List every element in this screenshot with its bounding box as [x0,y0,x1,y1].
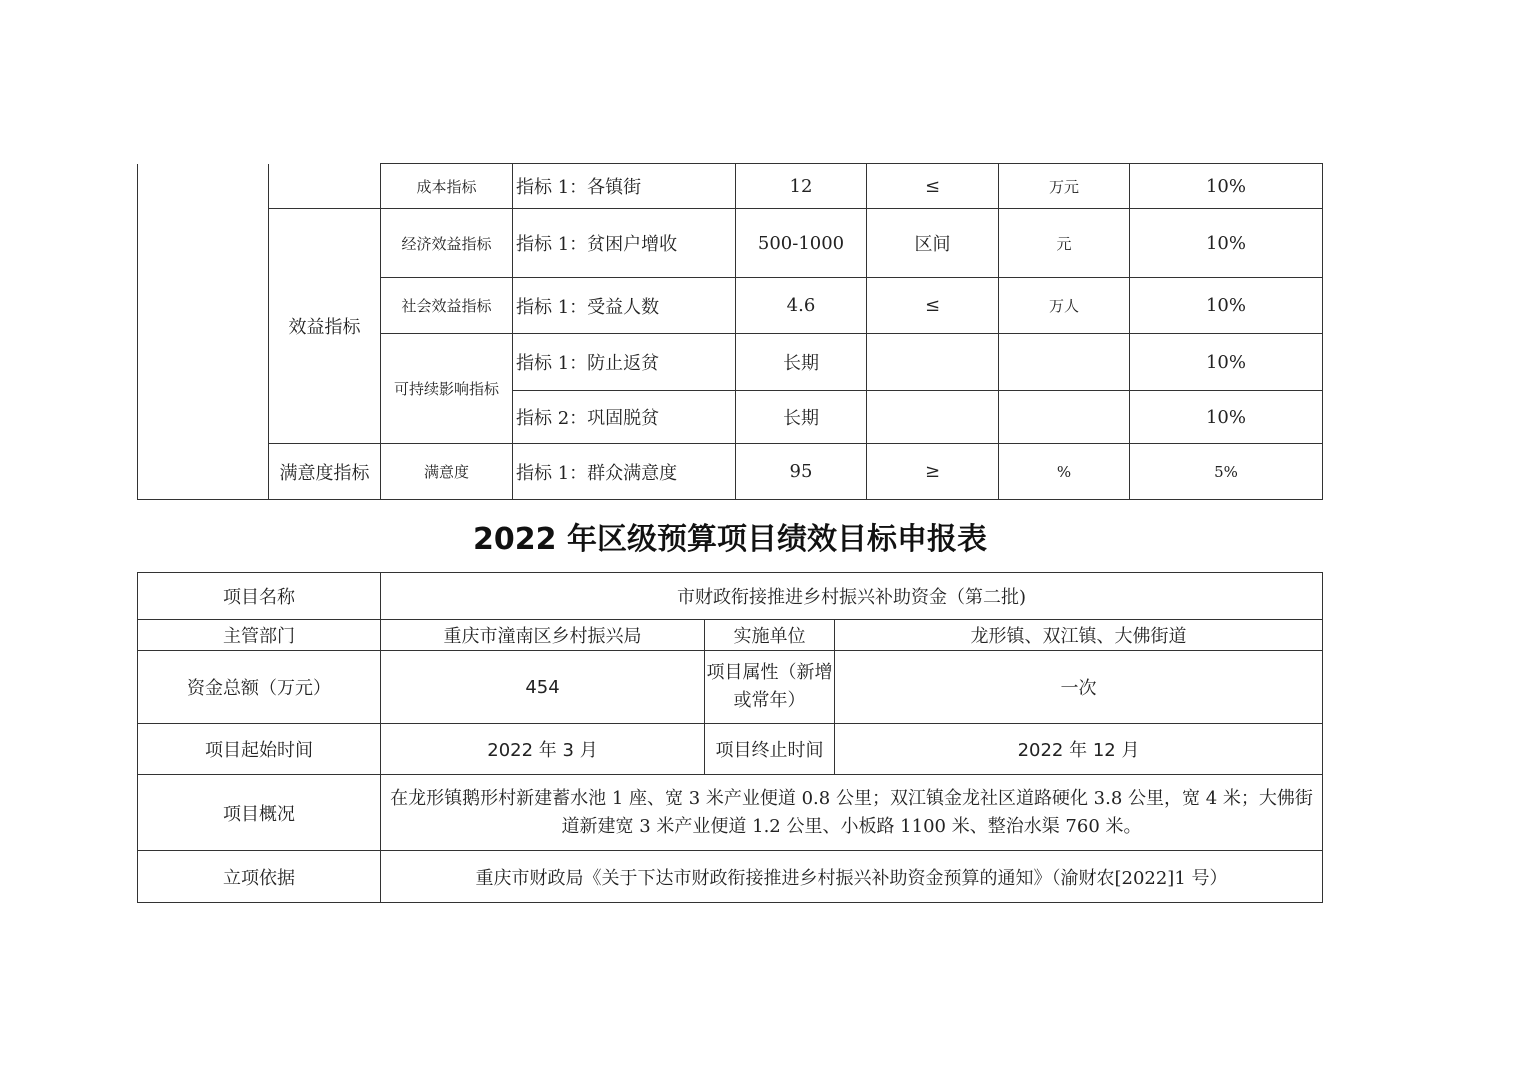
unit-cell: % [999,444,1130,500]
performance-indicator-table [137,163,1323,500]
level3-cell: 社会效益指标 [381,278,513,334]
document-title: 2022 年区级预算项目绩效目标申报表 [473,522,987,557]
unit-cell: 万人 [999,278,1130,334]
value-cell: 4.6 [736,278,867,334]
operator-cell: ≤ [867,164,999,209]
operator-cell: ≥ [867,444,999,500]
table-row [138,164,1323,209]
indicator-cell: 指标 1：贫困户增收 [513,209,736,278]
value-cell: 95 [736,444,867,500]
operator-cell: 区间 [867,209,999,278]
basis-value: 重庆市财政局《关于下达市财政衔接推进乡村振兴补助资金预算的通知》（渝财农[2022]1 号） [381,851,1323,903]
value-cell: 500-1000 [736,209,867,278]
start-label: 项目起始时间 [138,724,381,775]
indicator-cell: 指标 1：受益人数 [513,278,736,334]
end-value: 2022 年 12 月 [835,724,1323,775]
value-cell: 长期 [736,334,867,391]
unit-cell [999,334,1130,391]
fund-value: 454 [381,651,705,724]
project-name-value: 市财政衔接推进乡村振兴补助资金（第二批) [381,573,1323,620]
weight-cell: 10% [1130,278,1323,334]
end-label: 项目终止时间 [705,724,835,775]
attr-label: 项目属性（新增或常年） [705,651,835,724]
basis-label: 立项依据 [138,851,381,903]
weight-cell: 10% [1130,209,1323,278]
project-info-table [137,572,1323,903]
table-row [138,444,1323,500]
weight-cell: 10% [1130,391,1323,444]
impl-value: 龙形镇、双江镇、大佛街道 [835,620,1323,651]
start-value: 2022 年 3 月 [381,724,705,775]
indicator-cell: 指标 1：防止返贫 [513,334,736,391]
level2-cell: 满意度指标 [269,444,381,500]
attr-value: 一次 [835,651,1323,724]
unit-cell [999,391,1130,444]
table-row [138,573,1323,620]
weight-cell: 10% [1130,164,1323,209]
level3-cell: 可持续影响指标 [381,334,513,444]
unit-cell: 元 [999,209,1130,278]
fund-label: 资金总额（万元） [138,651,381,724]
dept-value: 重庆市潼南区乡村振兴局 [381,620,705,651]
table-row [138,209,1323,278]
table-row [138,775,1323,851]
weight-cell: 10% [1130,334,1323,391]
level2-cell [269,164,381,209]
weight-cell: 5% [1130,444,1323,500]
impl-label: 实施单位 [705,620,835,651]
level1-cell [138,164,269,500]
indicator-cell: 指标 1：群众满意度 [513,444,736,500]
level3-cell: 满意度 [381,444,513,500]
level3-cell: 经济效益指标 [381,209,513,278]
table-row [138,724,1323,775]
overview-label: 项目概况 [138,775,381,851]
indicator-cell: 指标 1：各镇街 [513,164,736,209]
table-row [138,851,1323,903]
value-cell: 12 [736,164,867,209]
table-row [138,651,1323,724]
indicator-cell: 指标 2：巩固脱贫 [513,391,736,444]
overview-value: 在龙形镇鹅形村新建蓄水池 1 座、宽 3 米产业便道 0.8 公里；双江镇金龙社区道路硬化 3.8 公里，宽 4 米；大佛街道新建宽 3 米产业便道 1.2 公里、小板路 1100 米、整治水渠 760 米。 [381,775,1323,851]
dept-label: 主管部门 [138,620,381,651]
operator-cell [867,334,999,391]
value-cell: 长期 [736,391,867,444]
unit-cell: 万元 [999,164,1130,209]
level3-cell: 成本指标 [381,164,513,209]
project-name-label: 项目名称 [138,573,381,620]
level2-cell: 效益指标 [269,209,381,444]
operator-cell [867,391,999,444]
table-row [138,620,1323,651]
operator-cell: ≤ [867,278,999,334]
